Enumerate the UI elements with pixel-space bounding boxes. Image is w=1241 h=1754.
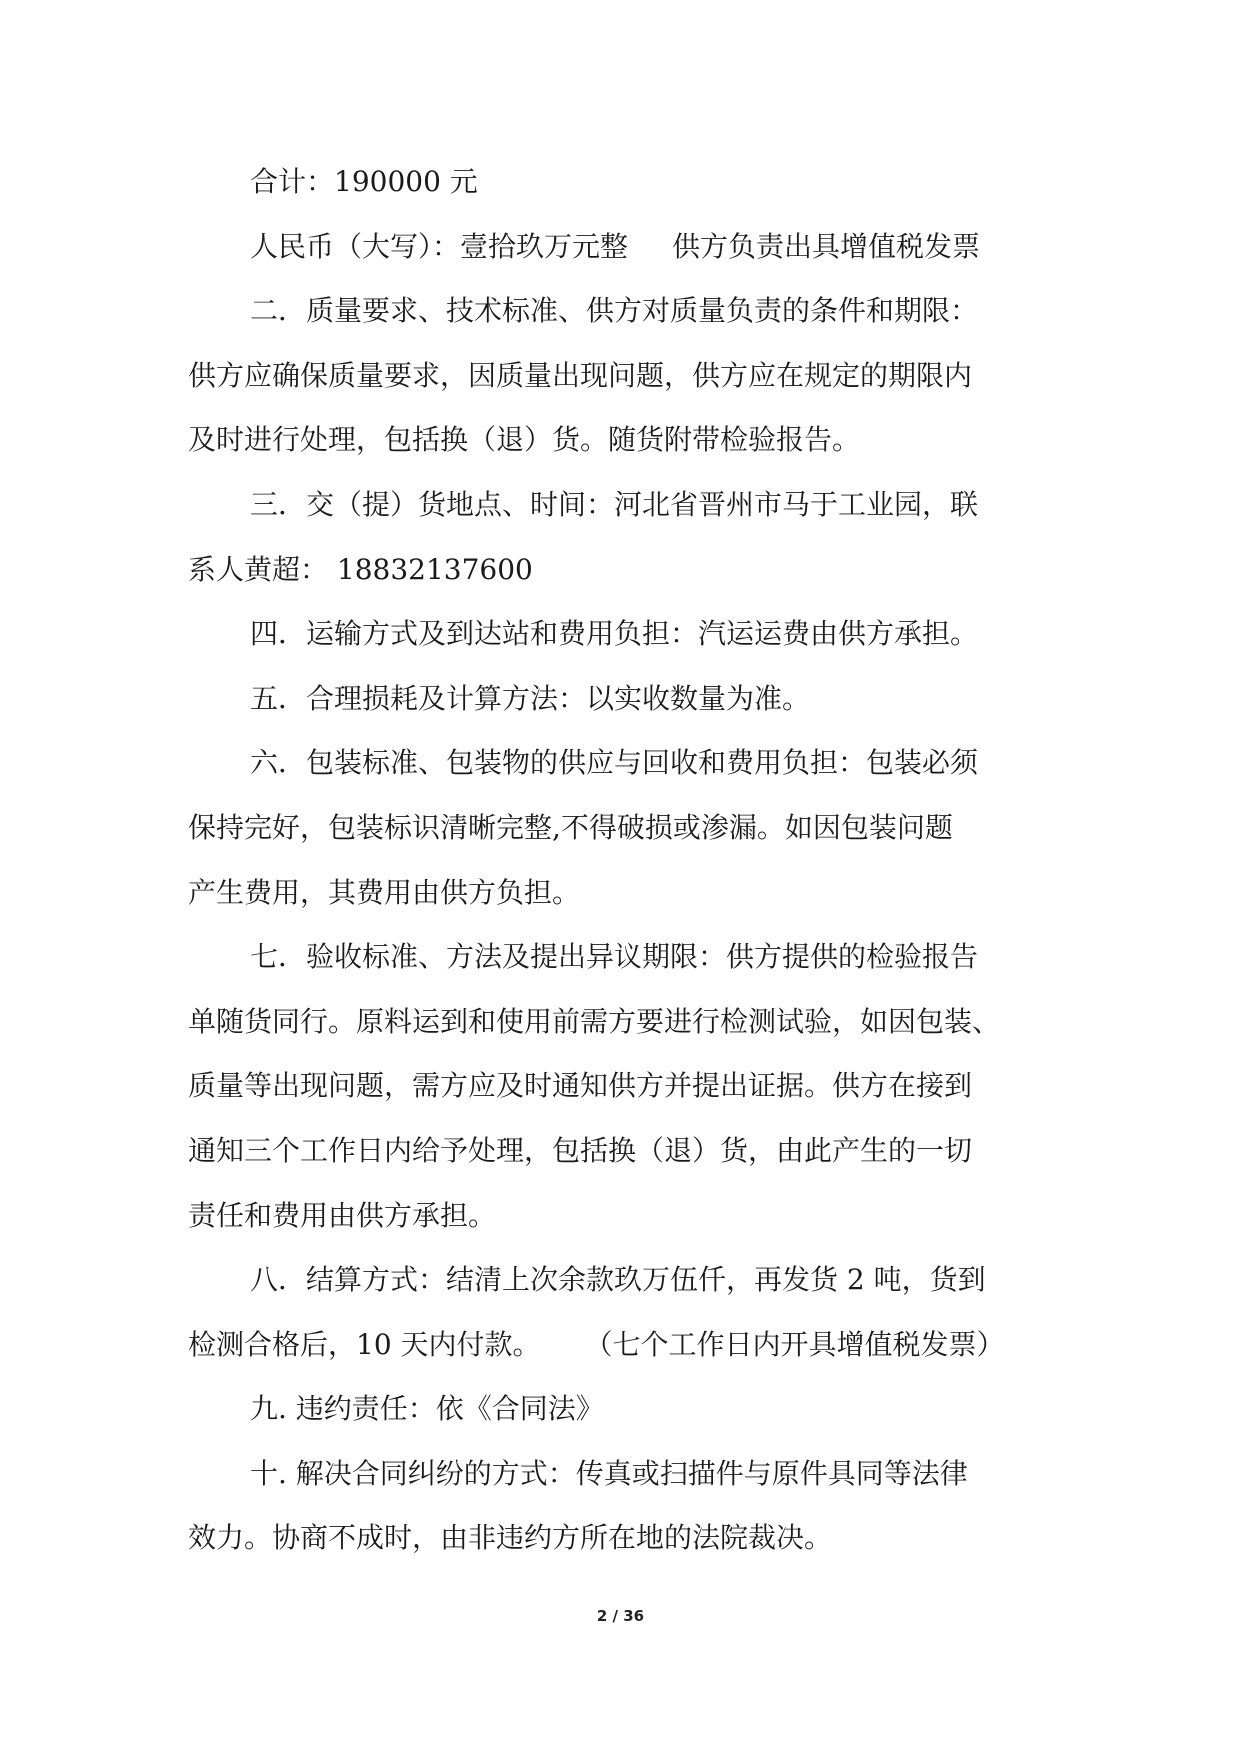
section-8-line-1: 八．结算方式：结清上次余款玖万伍仟，再发货 2 吨，货到 [250, 1263, 986, 1297]
section-6-line-2: 保持完好，包装标识清晰完整,不得破损或渗漏。如因包装问题 [188, 810, 953, 844]
section-4-line-1: 四．运输方式及到达站和费用负担：汽运运费由供方承担。 [250, 617, 979, 651]
section-3-line-1: 三．交（提）货地点、时间：河北省晋州市马于工业园，联 [250, 487, 979, 521]
section-2-line-2: 供方应确保质量要求，因质量出现问题，供方应在规定的期限内 [188, 358, 973, 392]
section-5-line-1: 五．合理损耗及计算方法：以实收数量为准。 [250, 681, 811, 715]
section-7-line-5: 责任和费用由供方承担。 [188, 1198, 497, 1232]
section-7-line-3: 质量等出现问题，需方应及时通知供方并提出证据。供方在接到 [188, 1069, 973, 1103]
section-8-line-2: 检测合格后，10 天内付款。 （七个工作日内开具增值税发票） [188, 1327, 1005, 1361]
page-number: 2 / 36 [596, 1607, 645, 1625]
section-2-line-3: 及时进行处理，包括换（退）货。随货附带检验报告。 [188, 423, 861, 457]
amount-in-words-line: 人民币（大写）：壹拾玖万元整 供方负责出具增值税发票 [250, 229, 981, 263]
section-10-line-1: 十. 解决合同纠纷的方式：传真或扫描件与原件具同等法律 [250, 1456, 968, 1490]
invoice-note: 供方负责出具增值税发票 [672, 229, 981, 263]
invoice-deadline-note: （七个工作日内开具增值税发票） [584, 1327, 1005, 1361]
section-2-line-1: 二．质量要求、技术标准、供方对质量负责的条件和期限： [250, 294, 979, 328]
section-9-line-1: 九. 违约责任：依《合同法》 [250, 1392, 604, 1426]
section-6-line-3: 产生费用，其费用由供方负担。 [188, 875, 581, 909]
section-7-line-1: 七．验收标准、方法及提出异议期限：供方提供的检验报告 [250, 940, 979, 974]
total-amount-line: 合计：190000 元 [250, 165, 478, 198]
section-3-line-2: 系人黄超： 18832137600 [188, 552, 533, 586]
contract-text [188, 150, 1053, 1571]
section-7-line-4: 通知三个工作日内给予处理，包括换（退）货，由此产生的一切 [188, 1133, 973, 1167]
section-10-line-2: 效力。协商不成时，由非违约方所在地的法院裁决。 [188, 1521, 833, 1555]
section-7-line-2: 单随货同行。原料运到和使用前需方要进行检测试验，如因包装、 [188, 1004, 1001, 1038]
section-6-line-1: 六．包装标准、包装物的供应与回收和费用负担：包装必须 [250, 746, 979, 780]
